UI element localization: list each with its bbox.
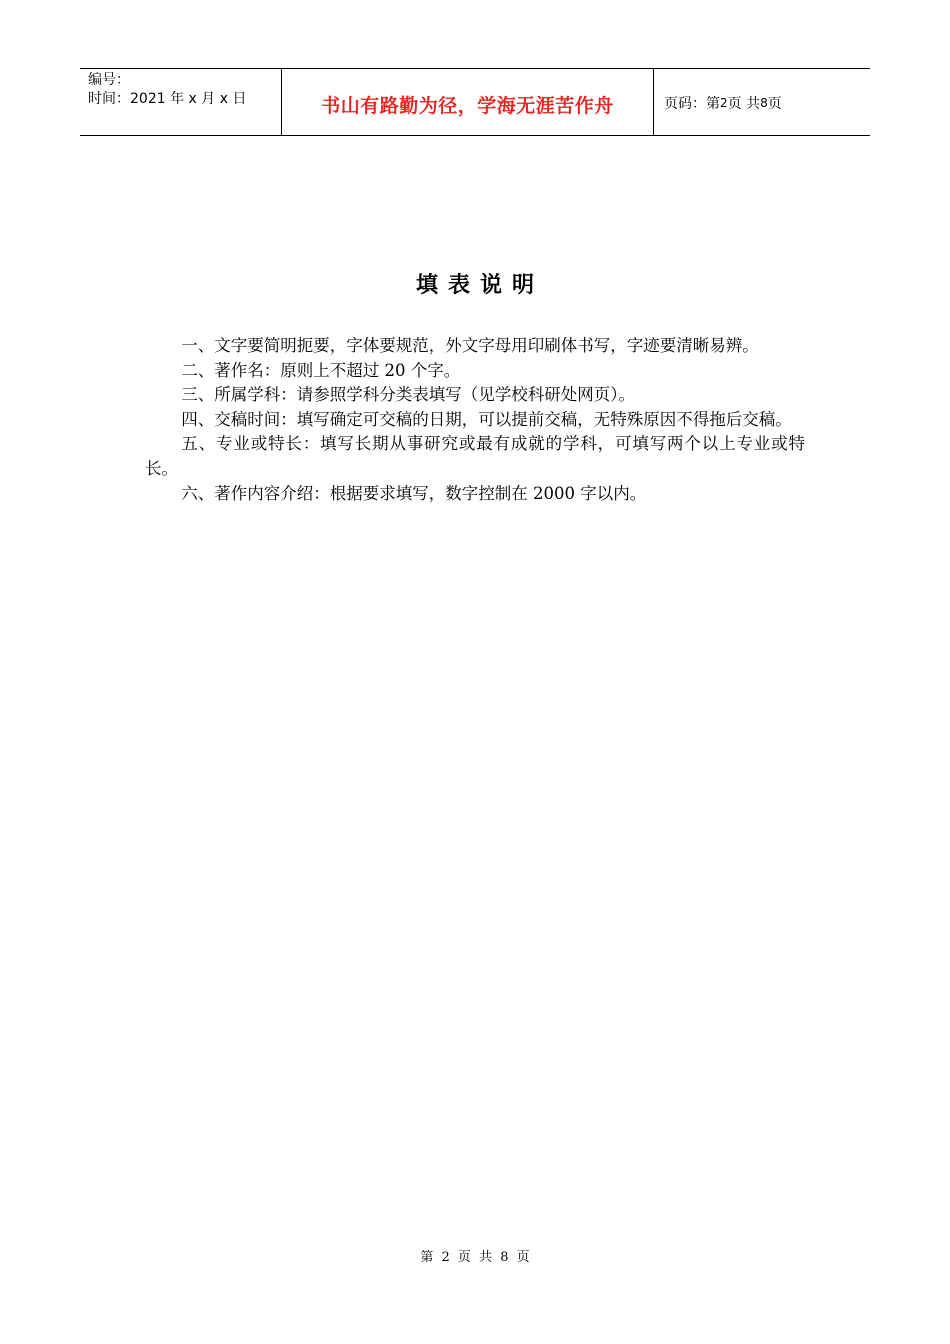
instruction-paragraph: 二、著作名：原则上不超过 20 个字。 (181, 360, 461, 380)
page-footer: 第 2 页 共 8 页 (420, 1250, 530, 1265)
page-total: 8 (760, 96, 768, 110)
instruction-paragraph: 三、所属学科：请参照学科分类表填写（见学校科研处网页）。 (181, 385, 636, 405)
instruction-paragraph: 四、交稿时间：填写确定可交稿的日期，可以提前交稿，无特殊原因不得拖后交稿。 (181, 409, 792, 429)
page-header (80, 68, 870, 136)
header-meta-cell (80, 69, 282, 135)
document-number-label: 编号： (88, 72, 130, 88)
page-current: 2 (720, 96, 728, 110)
page-mid: 页 共 (727, 96, 761, 112)
document-date-label: 时间：2021 年 x 月 x 日 (88, 91, 247, 107)
header-page-cell (654, 69, 870, 135)
instruction-paragraph: 一、文字要简明扼要，字体要规范，外文字母用印刷体书写，字迹要清晰易辨。 (181, 336, 759, 355)
instructions-body (145, 334, 805, 506)
instruction-paragraph: 五、专业或特长：填写长期从事研究或最有成就的学科，可填写两个以上专业或特长。 (145, 434, 805, 478)
header-motto-cell (282, 69, 654, 135)
header-motto: 书山有路勤为径，学海无涯苦作舟 (321, 94, 614, 117)
instruction-paragraph: 六、著作内容介绍：根据要求填写，数字控制在 2000 字以内。 (181, 483, 647, 503)
page-prefix: 页码：第 (664, 96, 720, 112)
page-title: 填表说明 (415, 273, 544, 298)
page-suffix: 页 (767, 96, 782, 112)
